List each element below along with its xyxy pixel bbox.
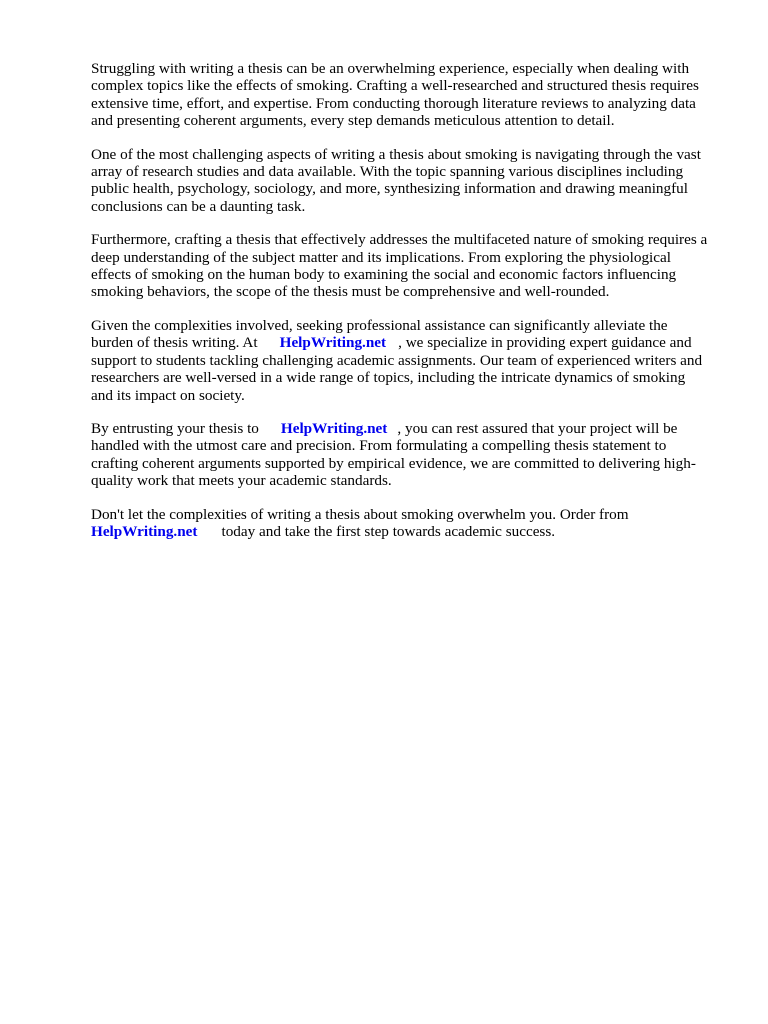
text-segment: , you can rest assured that your project will be — [397, 419, 678, 437]
paragraph-call-to-action — [91, 506, 731, 541]
text-line: and presenting coherent arguments, every step demands meticulous attention to detail. — [91, 112, 615, 130]
text-line: Don't let the complexities of writing a thesis about smoking overwhelm you. Order from — [91, 505, 629, 523]
paragraph-challenges — [91, 146, 731, 216]
text-line — [91, 523, 731, 540]
text-line: smoking behaviors, the scope of the thesis must be comprehensive and well-rounded. — [91, 283, 610, 301]
paragraph-assistance — [91, 317, 731, 404]
text-line: deep understanding of the subject matter and its implications. From exploring the physiological — [91, 248, 671, 266]
helpwriting-link[interactable]: HelpWriting.net — [279, 334, 387, 352]
text-line: extensive time, effort, and expertise. From conducting thorough literature reviews to analyzing data — [91, 94, 696, 112]
text-segment: today and take the first step towards academic success. — [221, 522, 556, 540]
text-line: quality work that meets your academic standards. — [91, 472, 392, 490]
document-page — [91, 60, 731, 556]
text-line: array of research studies and data available. With the topic spanning various disciplines including — [91, 163, 684, 181]
text-line: Furthermore, crafting a thesis that effectively addresses the multifaceted nature of smoking requires a — [91, 231, 708, 249]
text-segment: By entrusting your thesis to — [91, 419, 259, 437]
helpwriting-link[interactable]: HelpWriting.net — [91, 522, 198, 540]
text-line — [91, 420, 731, 437]
paragraph-entrusting — [91, 420, 731, 490]
text-line: complex topics like the effects of smoking. Crafting a well-researched and structured thesis requires — [91, 77, 699, 95]
text-line: researchers are well-versed in a wide range of topics, including the intricate dynamics of smoking — [91, 369, 686, 387]
text-line: One of the most challenging aspects of writing a thesis about smoking is navigating through the vast — [91, 145, 701, 163]
text-line: Struggling with writing a thesis can be an overwhelming experience, especially when dealing with — [91, 60, 690, 77]
text-line: and its impact on society. — [91, 386, 245, 404]
text-line: public health, psychology, sociology, and more, synthesizing information and drawing meaningful — [91, 180, 688, 198]
text-segment: , we specialize in providing expert guidance and — [398, 334, 692, 352]
text-line: crafting coherent arguments supported by empirical evidence, we are committed to delivering high- — [91, 454, 696, 472]
paragraph-multifaceted — [91, 231, 731, 301]
text-line: support to students tackling challenging academic assignments. Our team of experienced writers and — [91, 351, 703, 369]
text-line — [91, 334, 731, 351]
text-line: handled with the utmost care and precision. From formulating a compelling thesis statement to — [91, 437, 667, 455]
text-line: effects of smoking on the human body to examining the social and economic factors influencing — [91, 266, 677, 284]
helpwriting-link[interactable]: HelpWriting.net — [280, 419, 388, 437]
text-line: Given the complexities involved, seeking professional assistance can significantly alleviate the — [91, 316, 668, 334]
paragraph-intro — [91, 60, 731, 130]
text-segment: burden of thesis writing. At — [91, 334, 258, 352]
text-line: conclusions can be a daunting task. — [91, 197, 306, 215]
